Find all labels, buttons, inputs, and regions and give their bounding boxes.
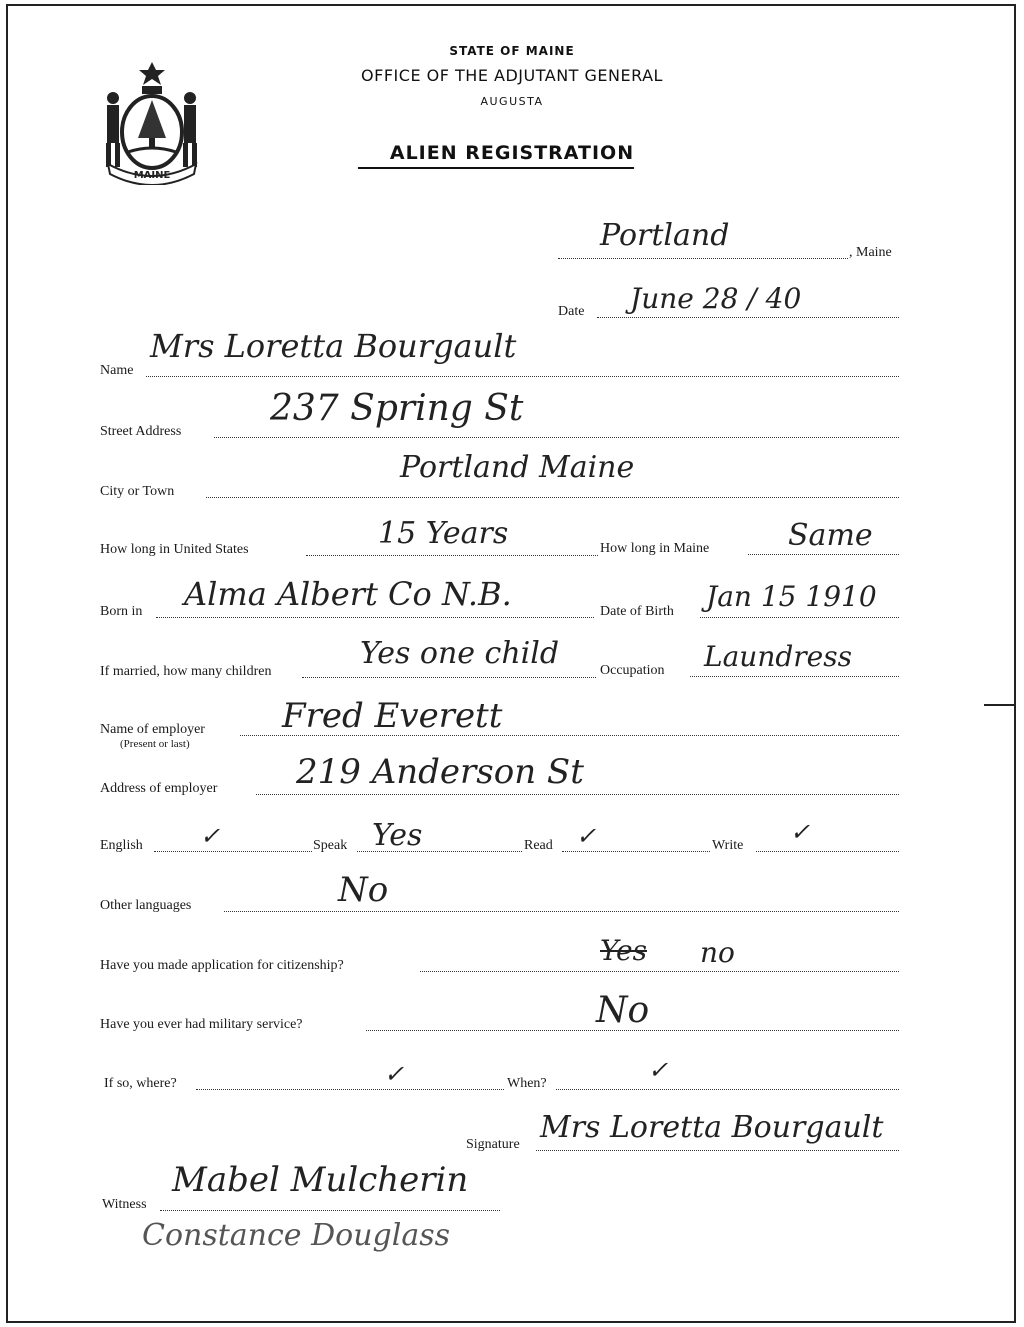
name-label: Name [100,363,134,378]
maine-label: , Maine [849,245,892,260]
how-long-maine-label: How long in Maine [600,541,710,556]
dob-label: Date of Birth [600,604,674,619]
write-check: ✓ [790,818,811,846]
read-line [562,851,710,852]
street-line [214,437,899,438]
when-line [556,1089,899,1090]
form-title: ALIEN REGISTRATION [389,142,635,164]
born-in-label: Born in [100,604,143,619]
read-label: Read [524,838,553,853]
date-value: June 28 / 40 [630,282,802,315]
witness-value: Mabel Mulcherin [172,1160,469,1200]
street-label: Street Address [100,424,182,439]
citizenship-struck-value: Yes [600,934,647,967]
married-line [302,677,596,678]
margin-mark [984,704,1014,706]
witness-line [160,1210,500,1211]
witness-label: Witness [102,1197,147,1212]
when-check: ✓ [648,1056,669,1084]
citizenship-label: Have you made application for citizenship? [100,958,344,973]
svg-text:MAINE: MAINE [133,170,171,181]
english-line [154,851,312,852]
name-value: Mrs Loretta Bourgault [150,327,517,365]
employer-address-value: 219 Anderson St [296,752,584,792]
date-label: Date [558,304,585,319]
office-heading: OFFICE OF THE ADJUTANT GENERAL [361,66,663,85]
other-languages-value: No [338,870,389,910]
where-check: ✓ [384,1060,405,1088]
employer-label: Name of employer [100,722,205,737]
occupation-value: Laundress [704,640,852,673]
date-line [597,317,899,318]
employer-address-label: Address of employer [100,781,218,796]
speak-label: Speak [313,838,348,853]
write-line [756,851,899,852]
military-value: No [596,990,650,1031]
citizenship-value: no [700,936,735,969]
how-long-us-label: How long in United States [100,542,249,557]
military-label: Have you ever had military service? [100,1017,303,1032]
signature-line [536,1150,899,1151]
employer-address-line [256,794,899,795]
where-line [196,1089,504,1090]
employer-note: (Present or last) [120,738,190,750]
city-value: Portland Maine [400,450,635,485]
how-long-maine-value: Same [788,518,873,553]
signature-label: Signature [466,1137,520,1152]
english-check: ✓ [200,822,221,850]
speak-value: Yes [372,818,423,853]
street-value: 237 Spring St [270,388,524,429]
dob-value: Jan 15 1910 [706,580,877,613]
citizenship-line [420,971,899,972]
town-value: Portland [600,218,730,253]
other-languages-label: Other languages [100,898,192,913]
occupation-line [690,676,899,677]
how-long-us-value: 15 Years [378,516,509,551]
dob-line [700,617,899,618]
title-underline [358,167,634,169]
signature-value: Mrs Loretta Bourgault [540,1110,884,1145]
witness2-value: Constance Douglass [142,1218,450,1253]
city-label: City or Town [100,484,175,499]
name-line [146,376,899,377]
city-line [206,497,899,498]
born-in-value: Alma Albert Co N.B. [184,575,512,613]
how-long-us-line [306,555,598,556]
maine-seal-icon [98,60,206,185]
married-label: If married, how many children [100,664,272,679]
read-check: ✓ [576,822,597,850]
when-label: When? [507,1076,547,1091]
if-so-where-label: If so, where? [104,1076,177,1091]
city-heading: AUGUSTA [480,95,544,108]
born-in-line [156,617,594,618]
married-value: Yes one child [360,636,560,671]
town-line [558,258,848,259]
state-heading: STATE OF MAINE [449,44,575,58]
write-label: Write [712,838,744,853]
occupation-label: Occupation [600,663,665,678]
other-languages-line [224,911,899,912]
english-label: English [100,838,143,853]
how-long-maine-line [748,554,899,555]
employer-value: Fred Everett [282,696,503,736]
